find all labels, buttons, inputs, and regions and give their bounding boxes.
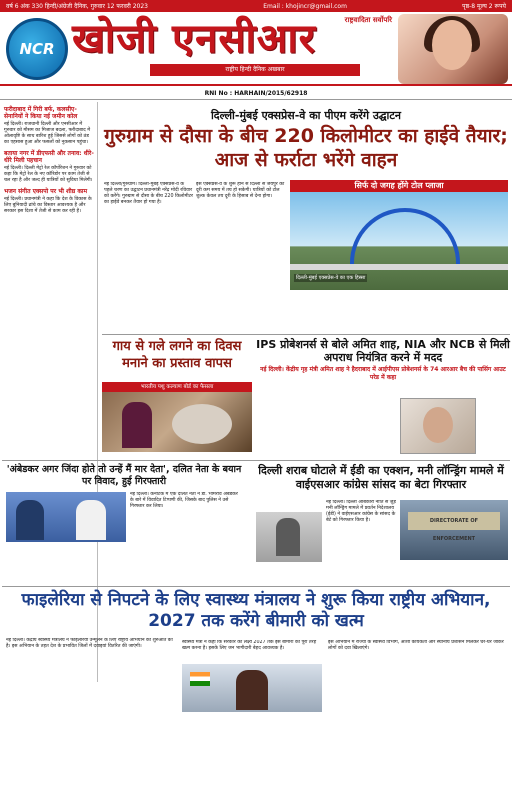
enforcement-directorate-photo [400, 500, 508, 560]
ed-sign: DIRECTORATE OF ENFORCEMENT [408, 512, 500, 530]
bridge-caption: दिल्ली-मुंबई एक्सप्रेस-वे का एक हिस्सा [296, 275, 366, 281]
left-para-3: नई दिल्ली। प्रधानमंत्री ने कहा कि देश के विकास के लिए बुनियादी ढांचे का विस्तार आवश्यक है और सरकार इस दिशा में तेजी से काम कर रही है। [4, 197, 92, 214]
tagline: राष्ट्रवादिता सर्वोपरि [344, 16, 392, 24]
filaria-body-3: इस अभियान में राज्यों के स्वास्थ्य विभाग, आशा कार्यकर्ता और स्थानीय प्रशासन मिलकर घर-घर जाकर लोगों को दवा खिलाएंगे। [328, 640, 504, 651]
toll-plaza-title: सिर्फ दो जगह होंगे टोल प्लाजा [290, 180, 508, 192]
left-para-2: नई दिल्ली। दिल्ली मेट्रो रेल कॉर्पोरेशन ने गुरुवार को कहा कि मेट्रो रेल के नए कॉरिडोर पर काम तेजी से चल रहा है और जल्द ही यात्रियों को सुविधा मिलेगी। [4, 166, 93, 183]
model-portrait-image [398, 14, 508, 84]
delhi-liquor-body: नई दिल्ली। दिल्ली आबकारी नीति से जुड़े मनी लॉन्ड्रिंग मामले में प्रवर्तन निदेशालय (ईडी) ने वाईएसआर कांग्रेस के सांसद के बेटे को गिरफ्तार किया है। [326, 500, 396, 523]
left-heading-3[interactable]: भजन संगीत एक्सपो पर भी शीघ्र काम [4, 188, 88, 195]
expressway-bridge-image [290, 192, 508, 290]
left-heading-1[interactable]: फरीदाबाद में गिरी बर्फ, कलसीए-सेनानियों ने किया नई जमीन कोल [4, 106, 78, 120]
subtitle-bar: राष्ट्रीय हिन्दी दैनिक अखबार [150, 64, 360, 76]
edition-info: वर्ष 6 अंक 330 हिन्दी/अंग्रेजी दैनिक, गुरुवार 12 फरवरी 2023 [6, 3, 148, 10]
cow-hug-photo [102, 392, 252, 452]
email-link[interactable]: Email : khojincr@gmail.com [263, 2, 347, 10]
lead-body-1: नई दिल्ली/गुरुग्राम। दिल्ली-मुंबई एक्सप्रेस-वे के पहले चरण का उद्घाटन प्रधानमंत्री नरेंद्र मोदी रविवार को करेंगे। गुरुग्राम से दौसा के बीच 220 किलोमीटर का हाईवे बनकर तैयार हो गया है। [104, 182, 193, 205]
left-heading-2[interactable]: बताया नगर में डीएफसी और तनाव: धीरे-धीरे मिली पहचान [4, 150, 94, 164]
rni-number: RNI No : HARHAIN/2015/62918 [0, 88, 512, 100]
health-minister-photo [182, 664, 322, 712]
price-info: पृष्ठ-8 मूल्य 2 रूपये [462, 3, 506, 10]
left-para-1: नई दिल्ली। राजधानी दिल्ली और एनसीआर में गुरुवार को मौसम का मिजाज बदला, फरीदाबाद में ओलावृष्टि के साथ बारिश हुई जिससे लोगों को ठंड का एहसास हुआ और फसलों को नुकसान पहुंचा। [4, 122, 91, 145]
filaria-headline[interactable]: फाइलेरिया से निपटने के लिए स्वास्थ्य मंत्रालय ने शुरू किया राष्ट्रीय अभियान, 2027 तक करेंगे बीमारी को खत्म [21, 590, 491, 631]
gau-label: भारतीय पशु कल्याण बोर्ड का फैसला [102, 382, 252, 392]
gau-headline[interactable]: गाय से गले लगने का दिवस मनाने का प्रस्ताव वापस [112, 339, 242, 371]
filaria-body-2: स्वास्थ्य मंत्री ने कहा कि सरकार का लक्ष्य 2027 तक इस बीमारी को पूरी तरह खत्म करना है। इसके लिए जन भागीदारी बेहद आवश्यक है। [182, 640, 317, 651]
ambedkar-headline[interactable]: 'अंबेडकर अगर जिंदा होते तो उन्हें मैं मार देता', दलित नेता के बयान पर विवाद, हुई गिरफ्तारी [6, 464, 242, 487]
lead-body-2: इस एक्सप्रेस-वे के शुरू होने से दिल्ली से जयपुर की दूरी कम समय में तय हो सकेगी। यात्रियों को टोल शुल्क केवल तय दूरी के हिसाब से देना होगा। [196, 182, 285, 199]
ncr-logo-icon: NCR [6, 18, 68, 80]
ips-subhead: नई दिल्ली। केंद्रीय गृह मंत्री अमित शाह ने हैदराबाद में आईपीएस प्रोबेशनर्स के 74 आरआर बैच की पासिंग आउट परेड में कहा [260, 366, 506, 381]
ips-headline[interactable]: IPS प्रोबेशनर्स से बोले अमित शाह, NIA और NCB से मिली अपराध नियंत्रित करने में मदद [256, 338, 510, 364]
masthead [0, 12, 512, 86]
filaria-body-1: नई दिल्ली। केंद्रीय स्वास्थ्य मंत्रालय ने फाइलेरिया उन्मूलन के लिए राष्ट्रीय अभियान की शुरुआत की है। इस अभियान के तहत देश के प्रभावित जिलों में दवाइयां वितरित की जाएंगी। [6, 638, 173, 649]
india-flag-icon [190, 672, 210, 686]
amit-shah-photo [400, 398, 476, 454]
ambedkar-photo [6, 492, 126, 542]
ambedkar-body: नई दिल्ली। कर्नाटक में एक दलित नेता ने डॉ. भीमराव अंबेडकर के बारे में विवादित टिप्पणी की, जिसके बाद पुलिस ने उसे गिरफ्तार कर लिया। [130, 492, 238, 509]
lead-kicker: दिल्ली-मुंबई एक्सप्रेस-वे का पीएम करेंगे उद्घाटन [210, 109, 402, 122]
delhi-liquor-headline[interactable]: दिल्ली शराब घोटाले में ईडी का एक्शन, मनी लॉन्ड्रिंग मामले में वाईएसआर कांग्रेस सांसद का बेटा गिरफ्तार [258, 464, 504, 491]
arrest-photo [256, 512, 322, 562]
newspaper-title: खोजी एनसीआर [72, 16, 317, 62]
lead-headline[interactable]: गुरुग्राम से दौसा के बीच 220 किलोमीटर का हाईवे तैयार; आज से फर्राटा भरेंगे वाहन [104, 125, 508, 171]
top-info-bar [0, 0, 512, 12]
